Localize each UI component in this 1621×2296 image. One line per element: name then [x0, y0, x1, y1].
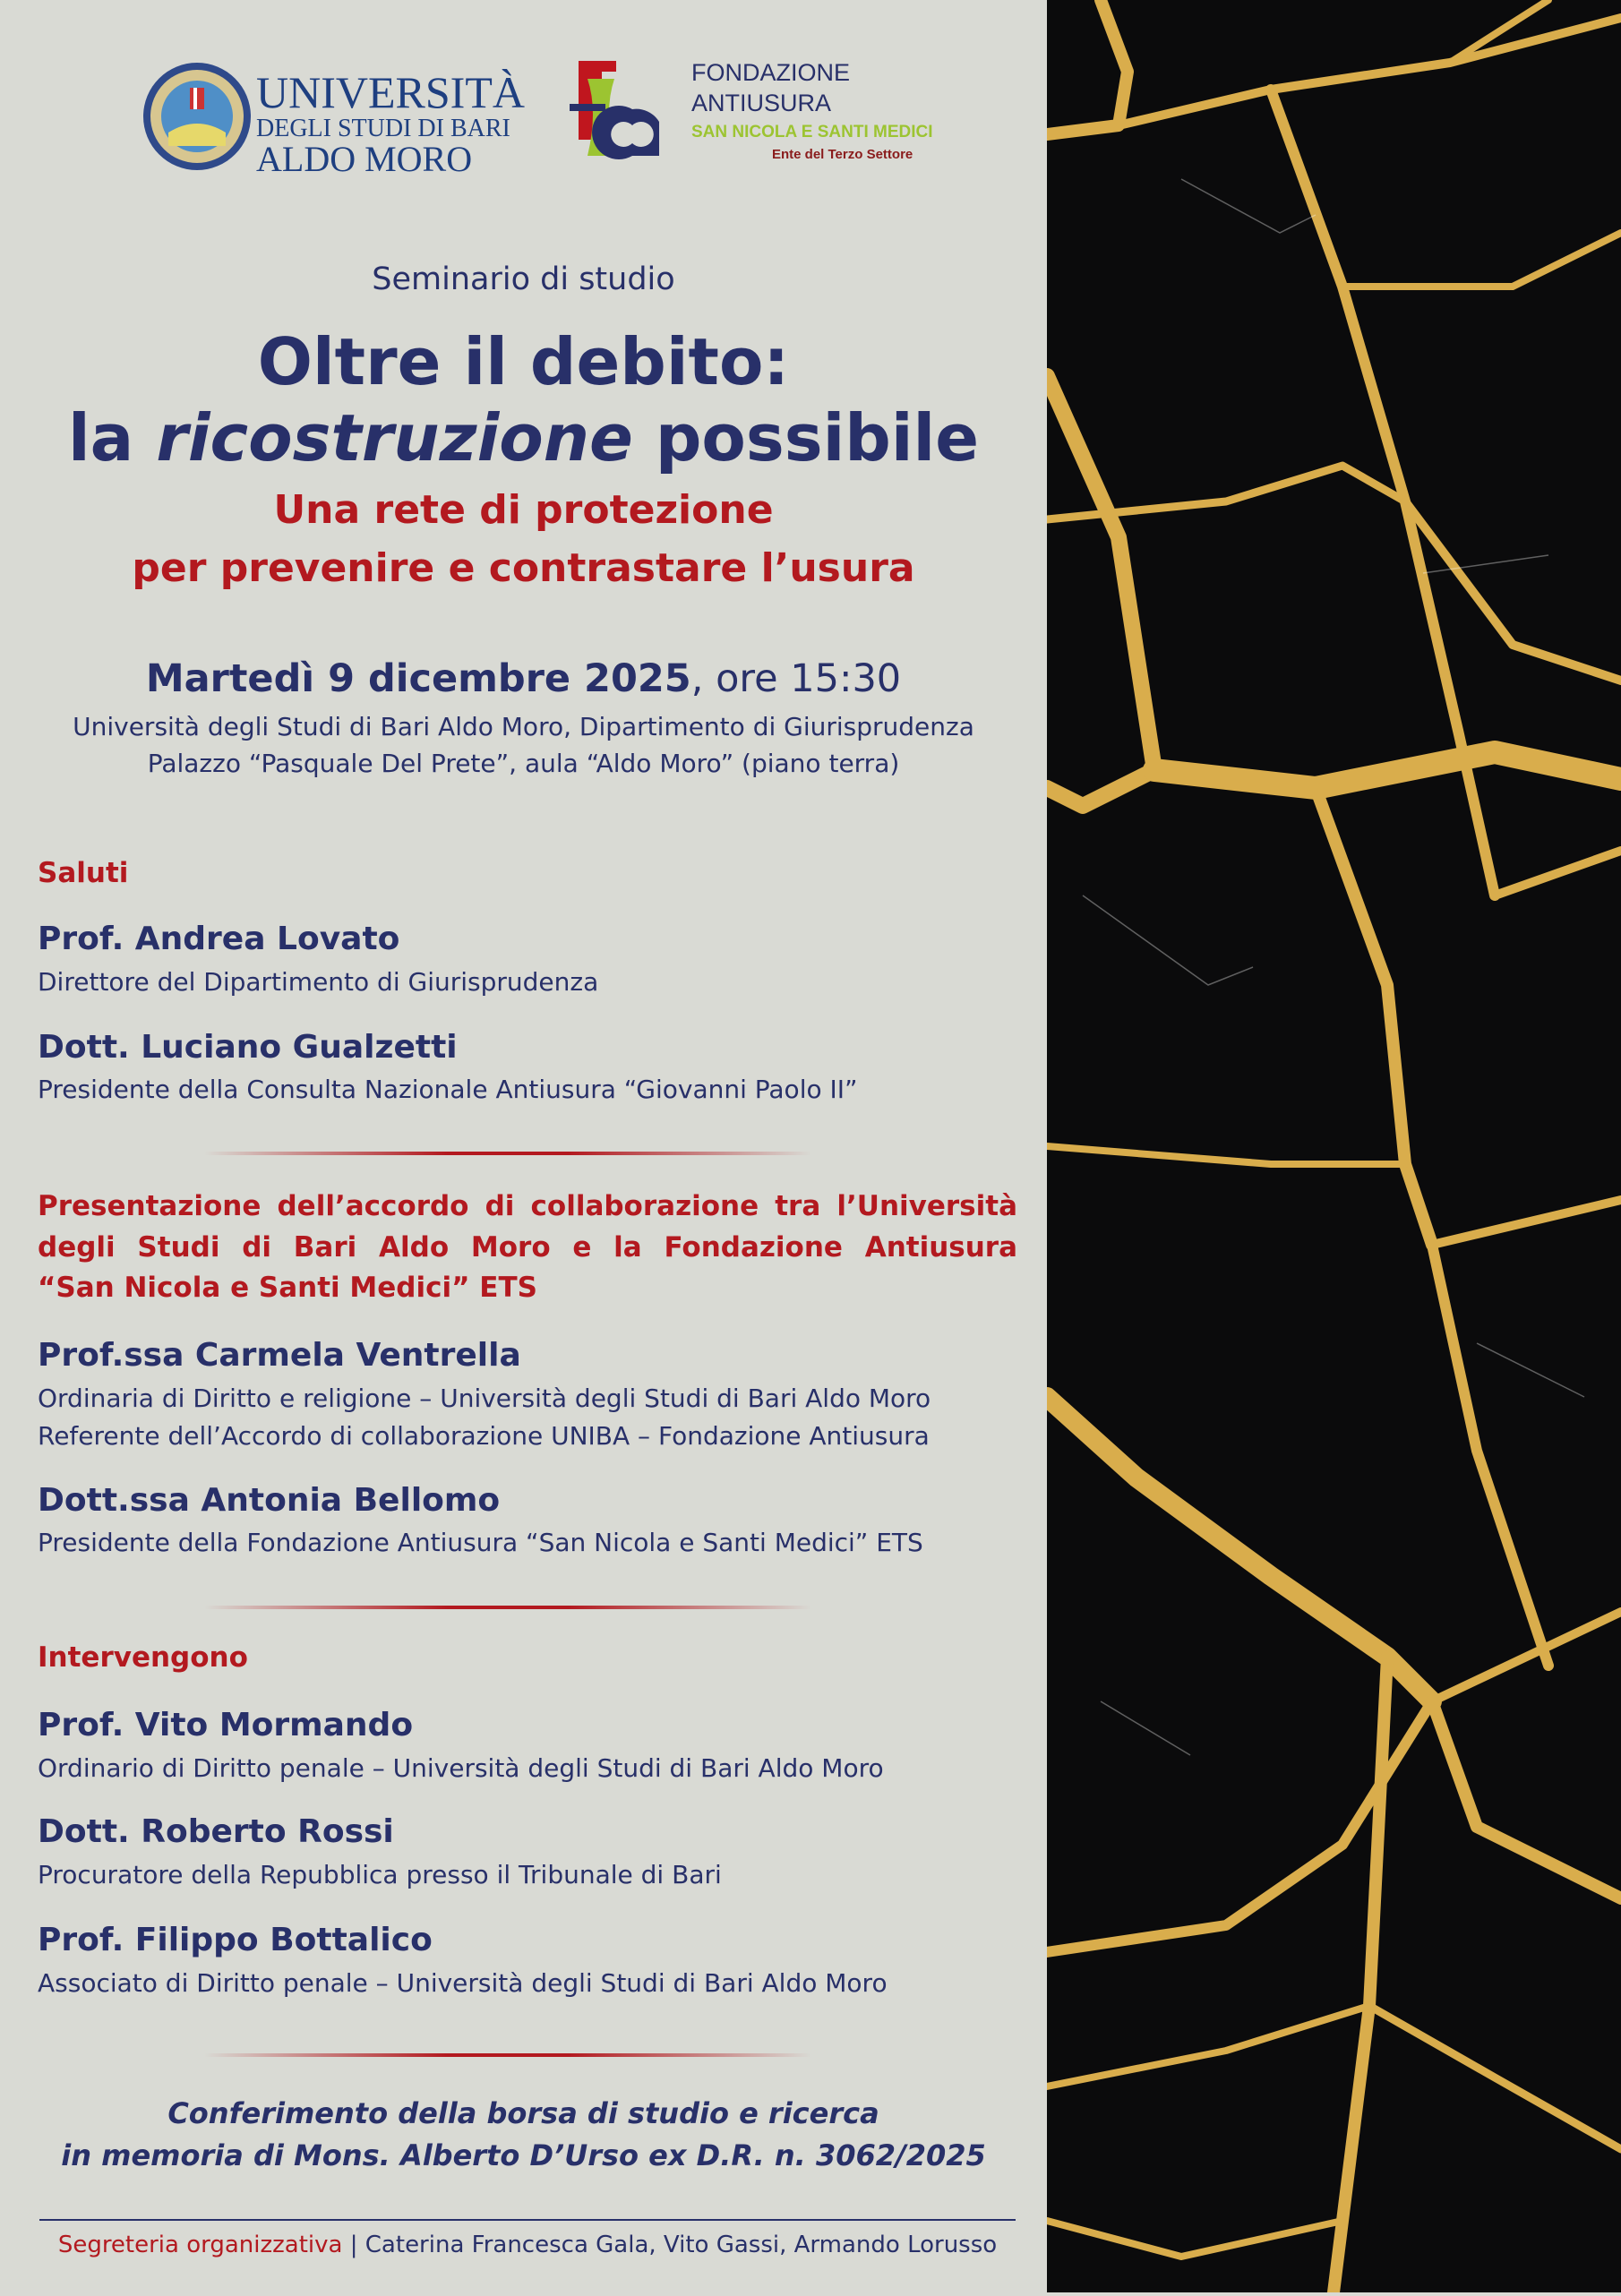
- title-pre: la: [67, 400, 157, 475]
- closing-line1: Conferimento della borsa di studio e ricerca: [167, 2096, 879, 2130]
- fondazione-line2: ANTIUSURA: [691, 90, 832, 116]
- speaker-name: Prof. Vito Mormando: [38, 1707, 414, 1743]
- section-saluti: Saluti: [38, 857, 129, 889]
- speaker-name: Prof.ssa Carmela Ventrella: [38, 1337, 521, 1374]
- closing-line2: in memoria di Mons. Alberto D’Urso ex D.R. n. 3062/2025: [61, 2138, 986, 2172]
- subtitle-line1: Una rete di protezione: [273, 487, 774, 533]
- title-line2: [0, 400, 1047, 475]
- speaker-name: Prof. Andrea Lovato: [38, 921, 400, 957]
- speaker-role: Ordinario di Diritto penale – Università degli Studi di Bari Aldo Moro: [38, 1753, 884, 1783]
- speaker-name: Dott. Roberto Rossi: [38, 1813, 394, 1850]
- section-presentazione-3: “San Nicola e Santi Medici” ETS: [38, 1272, 537, 1304]
- speaker-role: Associato di Diritto penale – Università degli Studi di Bari Aldo Moro: [38, 1968, 888, 1998]
- footer-separator: |: [342, 2232, 365, 2258]
- speaker-role: Procuratore della Repubblica presso il Tribunale di Bari: [38, 1860, 722, 1889]
- speaker-role: Presidente della Consulta Nazionale Antiusura “Giovanni Paolo II”: [38, 1075, 858, 1104]
- speaker-role: Presidente della Fondazione Antiusura “San Nicola e Santi Medici” ETS: [38, 1528, 923, 1557]
- event-date: Martedì 9 dicembre 2025: [145, 656, 691, 701]
- uniba-line3: ALDO MORO: [256, 139, 473, 179]
- divider: [204, 1606, 811, 1609]
- uniba-seal-icon: [142, 61, 253, 172]
- footer-rule: [39, 2219, 1016, 2221]
- title-post: possibile: [632, 400, 980, 475]
- gold-cracks-graphic: [1047, 0, 1621, 2292]
- footer-label: Segreteria organizzativa: [57, 2232, 343, 2258]
- fondazione-line4: Ente del Terzo Settore: [772, 147, 913, 162]
- speaker-role: Direttore del Dipartimento di Giurisprudenza: [38, 967, 599, 997]
- section-presentazione-2: degli Studi di Bari Aldo Moro e la Fondazione Antiusura: [38, 1231, 1017, 1264]
- divider: [204, 1152, 811, 1155]
- uniba-logo: [142, 61, 525, 179]
- uniba-line2: DEGLI STUDI DI BARI: [256, 115, 510, 142]
- speaker-name: Dott.ssa Antonia Bellomo: [38, 1482, 501, 1519]
- venue-line2: Palazzo “Pasquale Del Prete”, aula “Aldo Moro” (piano terra): [147, 749, 900, 778]
- fondazione-logo: [570, 57, 933, 174]
- fondazione-mark-icon: [570, 57, 670, 170]
- fondazione-line3: SAN NICOLA E SANTI MEDICI: [691, 123, 933, 141]
- fondazione-line1: FONDAZIONE: [691, 59, 851, 86]
- section-presentazione-1: Presentazione dell’accordo di collaborazione tra l’Università: [38, 1190, 1017, 1222]
- speaker-name: Dott. Luciano Gualzetti: [38, 1029, 458, 1066]
- divider: [204, 2053, 811, 2057]
- speaker-role: Referente dell’Accordo di collaborazione UNIBA – Fondazione Antiusura: [38, 1421, 930, 1451]
- kintsugi-marble-image: [1047, 0, 1621, 2292]
- speaker-role: Ordinaria di Diritto e religione – Università degli Studi di Bari Aldo Moro: [38, 1384, 931, 1413]
- event-datetime: [0, 656, 1047, 701]
- subtitle-line2: per prevenire e contrastare l’usura: [132, 545, 915, 591]
- title-emphasis: ricostruzione: [156, 400, 633, 475]
- venue-line1: Università degli Studi di Bari Aldo Moro, Dipartimento di Giurisprudenza: [73, 712, 974, 741]
- event-time: , ore 15:30: [690, 656, 902, 701]
- kicker: Seminario di studio: [372, 261, 675, 297]
- title-line1: Oltre il debito:: [257, 324, 790, 399]
- section-intervengono: Intervengono: [38, 1641, 248, 1674]
- footer-names: Caterina Francesca Gala, Vito Gassi, Armando Lorusso: [365, 2232, 998, 2258]
- footer: [39, 2233, 1016, 2257]
- speaker-name: Prof. Filippo Bottalico: [38, 1922, 433, 1958]
- uniba-line1: UNIVERSITÀ: [256, 67, 525, 117]
